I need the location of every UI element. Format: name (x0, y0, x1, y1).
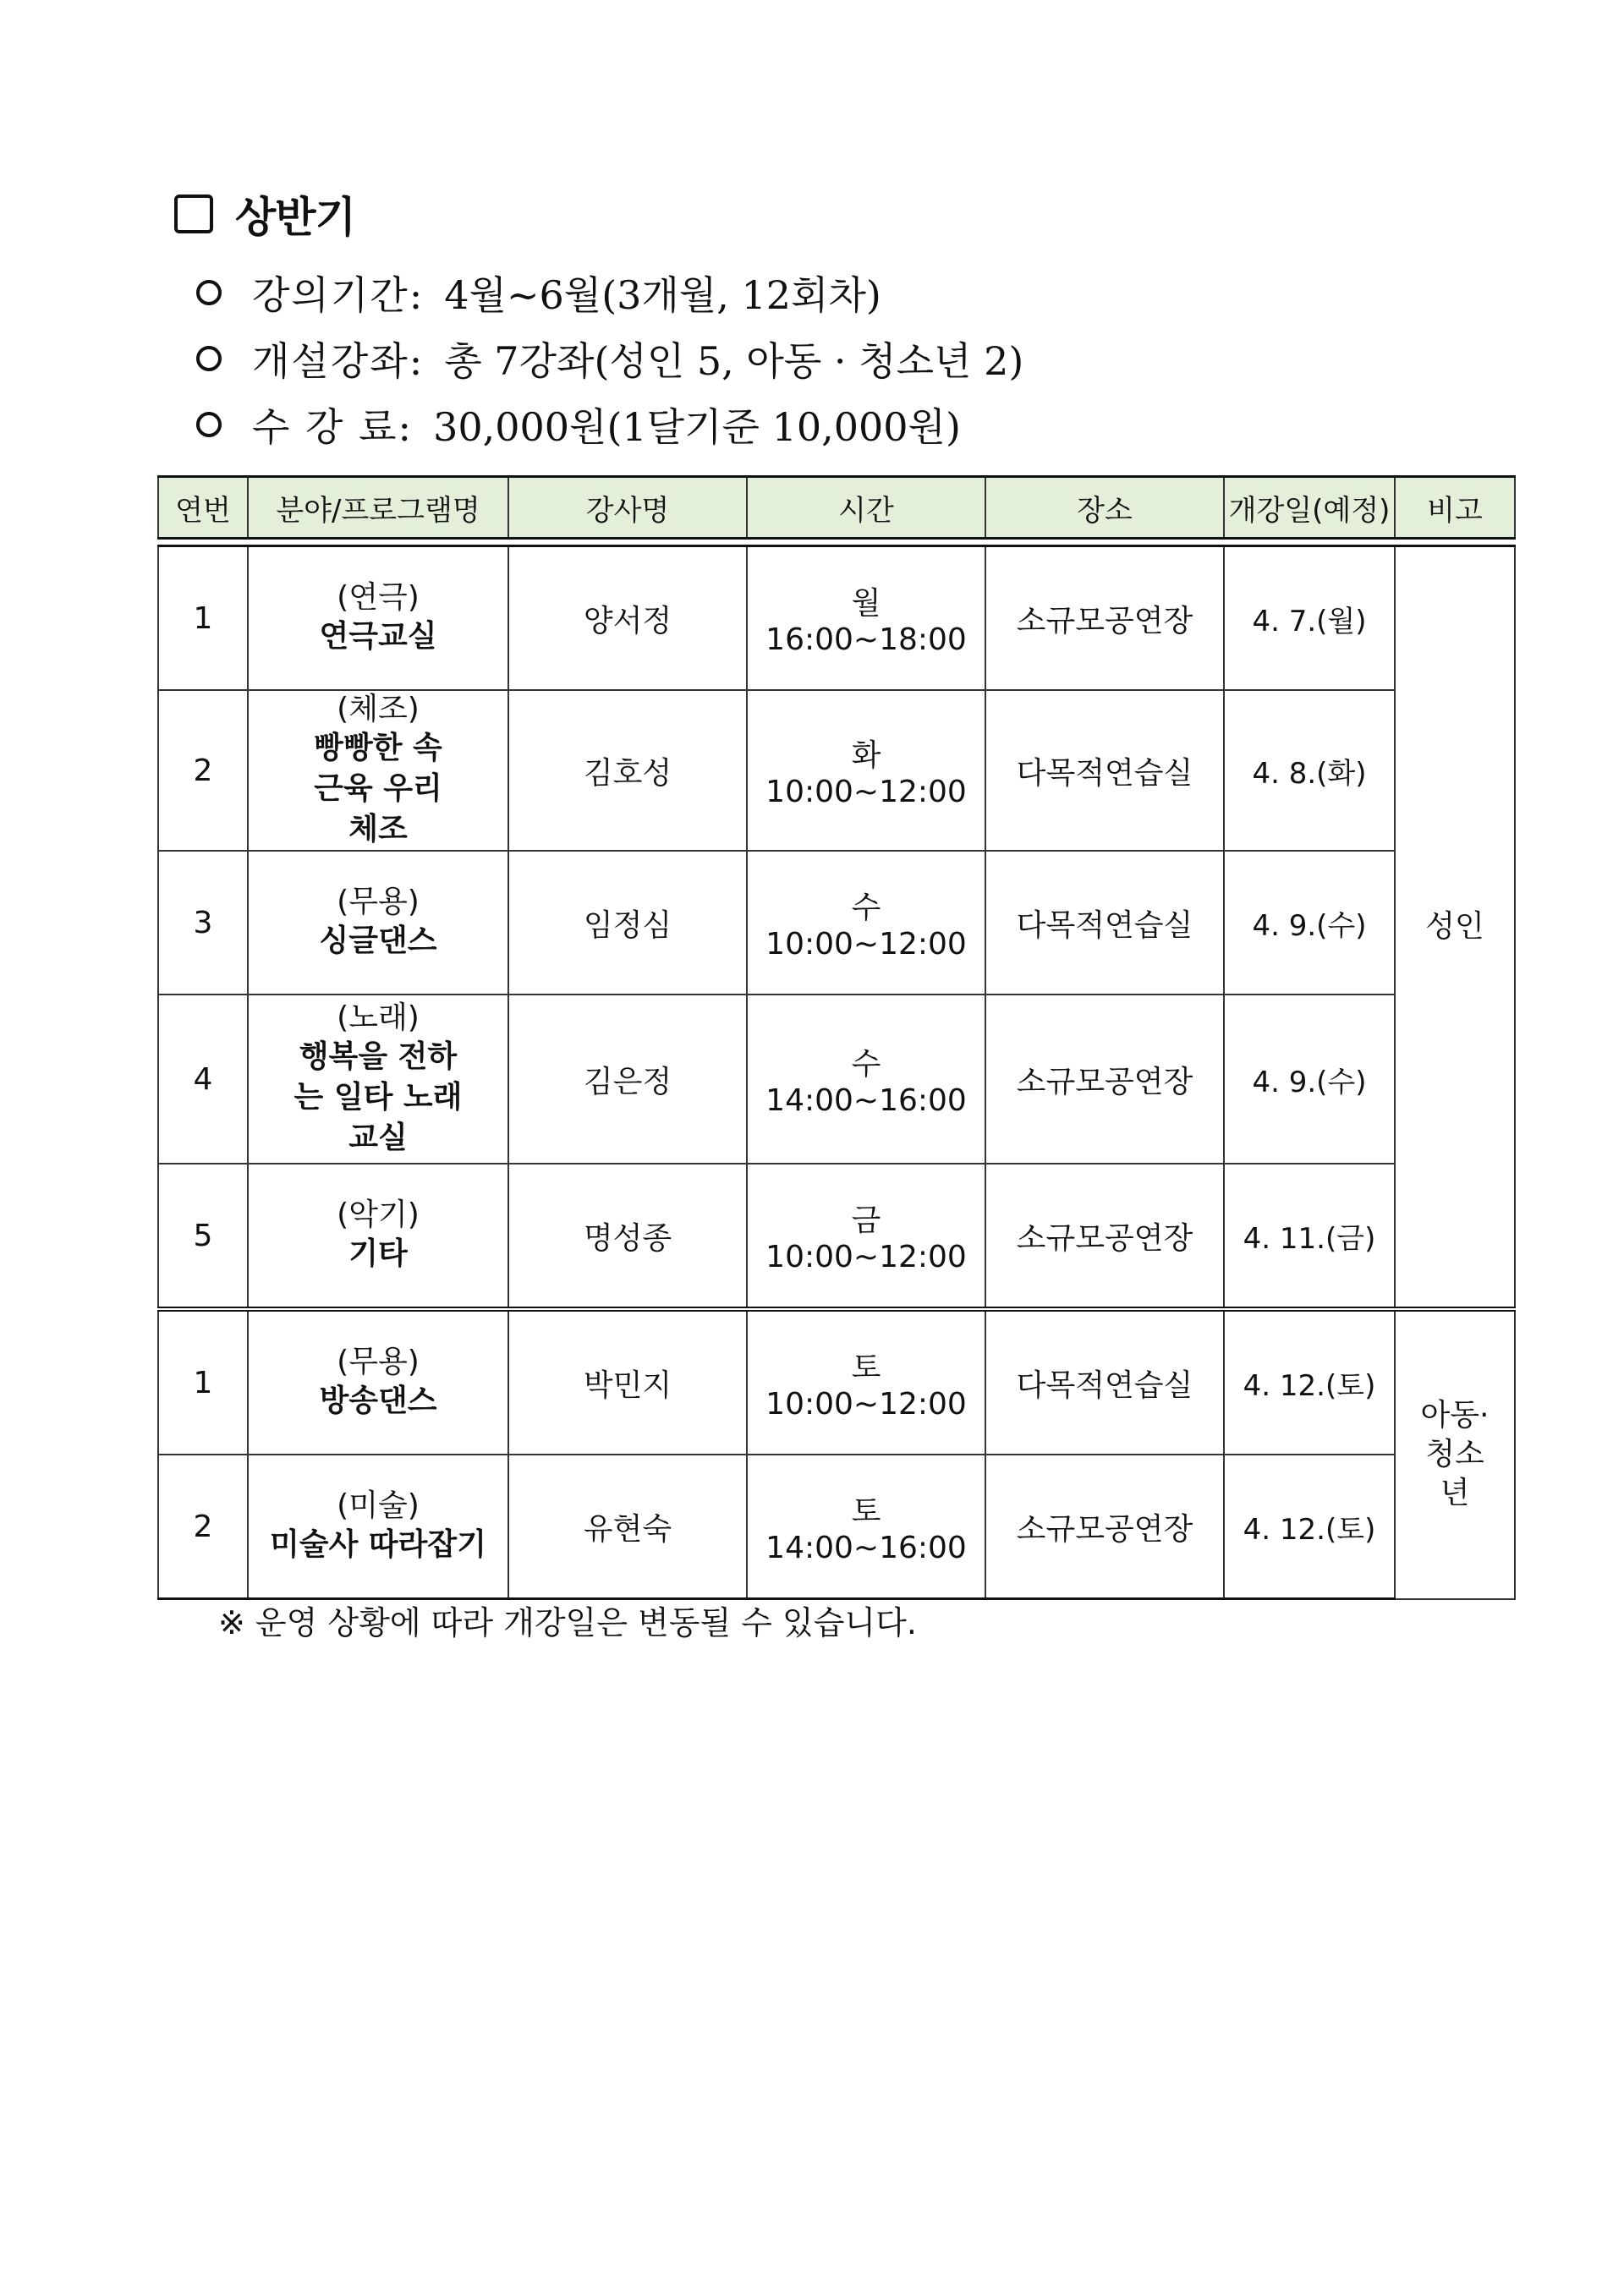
bullet-fee (196, 399, 961, 450)
header-place: 장소 (985, 477, 1224, 539)
program-cell (248, 995, 508, 1164)
class-time: 수 10:00~12:00 (747, 851, 985, 995)
place: 다목적연습실 (985, 1309, 1224, 1455)
class-time: 토 10:00~12:00 (747, 1309, 985, 1455)
place: 소규모공연장 (985, 546, 1224, 691)
row-no: 2 (158, 690, 248, 851)
instructor: 김은정 (508, 995, 747, 1164)
bullet-period (196, 267, 881, 318)
start-date: 4. 9.(수) (1224, 851, 1395, 995)
program-name: 행복을 전하는 일타 노래교실 (294, 1039, 463, 1155)
bullet-courses (196, 333, 1023, 384)
row-no: 4 (158, 995, 248, 1164)
place: 소규모공연장 (985, 1164, 1224, 1309)
group-note: 아동· 청소년 (1395, 1309, 1515, 1599)
header-instructor: 강사명 (508, 477, 747, 539)
table-row (158, 851, 1515, 995)
program-category: (미술) (337, 1488, 420, 1523)
program-category: (체조) (337, 692, 420, 726)
table-row (158, 546, 1515, 691)
program-name: 방송댄스 (319, 1384, 437, 1418)
start-date: 4. 8.(화) (1224, 690, 1395, 851)
instructor: 임정심 (508, 851, 747, 995)
table-row (158, 1164, 1515, 1309)
program-category: (무용) (337, 1345, 420, 1379)
bullet-label: 수 강 료: (252, 404, 414, 450)
instructor: 유현숙 (508, 1455, 747, 1599)
instructor: 박민지 (508, 1309, 747, 1455)
header-time: 시간 (747, 477, 985, 539)
place: 소규모공연장 (985, 1455, 1224, 1599)
bullet-label: 강의기간: (252, 272, 425, 318)
instructor: 명성종 (508, 1164, 747, 1309)
place: 다목적연습실 (985, 851, 1224, 995)
row-no: 3 (158, 851, 248, 995)
program-category: (노래) (337, 1000, 420, 1035)
table-row (158, 1309, 1515, 1455)
class-time: 화 10:00~12:00 (747, 690, 985, 851)
program-name: 연극교실 (319, 619, 437, 654)
bullet-label: 개설강좌: (252, 338, 425, 384)
program-cell (248, 546, 508, 691)
checkbox-square-icon (174, 195, 213, 233)
section-title: 상반기 (235, 193, 355, 242)
program-category: (악기) (337, 1197, 420, 1232)
place: 소규모공연장 (985, 995, 1224, 1164)
program-category: (연극) (337, 580, 420, 615)
place: 다목적연습실 (985, 690, 1224, 851)
circle-bullet-icon (196, 280, 222, 305)
program-cell (248, 1455, 508, 1599)
group-note: 성인 (1395, 546, 1515, 1310)
program-cell (248, 1164, 508, 1309)
class-time: 금 10:00~12:00 (747, 1164, 985, 1309)
table-row (158, 690, 1515, 851)
start-date: 4. 11.(금) (1224, 1164, 1395, 1309)
class-time: 수 14:00~16:00 (747, 995, 985, 1164)
instructor: 김호성 (508, 690, 747, 851)
start-date: 4. 12.(토) (1224, 1455, 1395, 1599)
class-time: 토 14:00~16:00 (747, 1455, 985, 1599)
program-category: (무용) (337, 885, 420, 919)
table-row (158, 995, 1515, 1164)
start-date: 4. 7.(월) (1224, 546, 1395, 691)
header-no: 연번 (158, 477, 248, 539)
program-name: 기타 (348, 1236, 408, 1271)
bullet-value: 4월~6월(3개월, 12회차) (444, 272, 881, 318)
circle-bullet-icon (196, 346, 222, 371)
class-time: 월 16:00~18:00 (747, 546, 985, 691)
start-date: 4. 9.(수) (1224, 995, 1395, 1164)
program-cell (248, 851, 508, 995)
schedule-table (157, 475, 1516, 1600)
circle-bullet-icon (196, 412, 222, 437)
section-heading (174, 189, 355, 242)
program-name: 싱글댄스 (319, 923, 437, 958)
header-program: 분야/프로그램명 (248, 477, 508, 539)
header-start-date: 개강일(예정) (1224, 477, 1395, 539)
program-name: 미술사 따라잡기 (270, 1527, 486, 1562)
program-cell (248, 1309, 508, 1455)
start-date: 4. 12.(토) (1224, 1309, 1395, 1455)
instructor: 양서정 (508, 546, 747, 691)
row-no: 5 (158, 1164, 248, 1309)
program-cell (248, 690, 508, 851)
row-no: 1 (158, 1309, 248, 1455)
header-note: 비고 (1395, 477, 1515, 539)
row-no: 2 (158, 1455, 248, 1599)
program-name: 빵빵한 속근육 우리체조 (314, 731, 442, 847)
bullet-value: 30,000원(1달기준 10,000원) (433, 404, 961, 450)
bullet-value: 총 7강좌(성인 5, 아동 · 청소년 2) (444, 338, 1024, 384)
table-header-row (158, 477, 1515, 539)
table-row (158, 1455, 1515, 1599)
row-no: 1 (158, 546, 248, 691)
footnote: ※ 운영 상황에 따라 개강일은 변동될 수 있습니다. (218, 1604, 917, 1641)
